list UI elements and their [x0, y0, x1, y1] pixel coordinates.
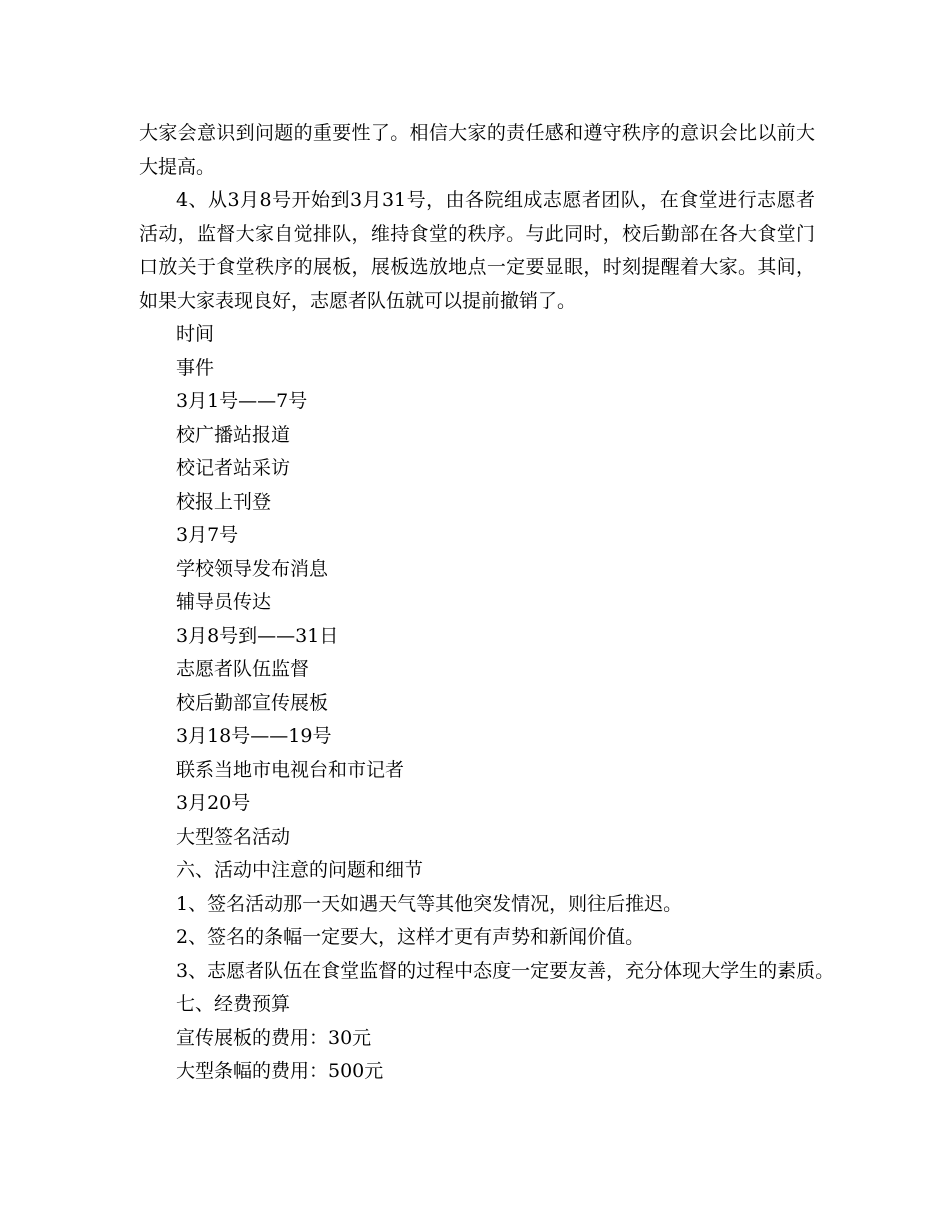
list-item: 宣传展板的费用：30元	[176, 1026, 372, 1049]
schedule-entry: 校广播站报道	[176, 423, 291, 446]
list-item: 大型条幅的费用：500元	[176, 1060, 384, 1082]
schedule-entry: 志愿者队伍监督	[176, 658, 310, 680]
paragraph-item-4: 4、从3月8号开始到3月31号，由各院组成志愿者团队，在食堂进行志愿者活动，监督大家自觉排队，维持食堂的秩序。与此同时，校后勤部在各大食堂门口放关于食堂秩序的展板，展板选放地点一定要显眼，时刻提醒着大家。其间，如果大家表现良好，志愿者队伍就可以提前撤销了。	[139, 189, 815, 312]
section-six	[139, 854, 835, 988]
schedule-table	[139, 318, 815, 854]
document-body	[139, 117, 835, 1089]
list-item: 2、签名的条幅一定要大，这样才更有声势和新闻价值。	[176, 926, 645, 948]
section-heading: 六、活动中注意的问题和细节	[176, 859, 424, 881]
schedule-entry: 联系当地市电视台和市记者	[176, 758, 405, 781]
list-item: 3、志愿者队伍在食堂监督的过程中态度一定要友善，充分体现大学生的素质。	[176, 959, 835, 982]
paragraph-continuation: 大家会意识到问题的重要性了。相信大家的责任感和遵守秩序的意识会比以前大大提高。	[139, 122, 815, 178]
schedule-entry: 校记者站采访	[176, 457, 291, 479]
schedule-entry: 辅导员传达	[176, 591, 272, 613]
schedule-entry: 学校领导发布消息	[176, 557, 329, 580]
schedule-entry: 3月8号到——31日	[176, 624, 339, 647]
schedule-header-event: 事件	[176, 356, 215, 379]
schedule-entry: 校后勤部宣传展板	[176, 691, 329, 714]
schedule-header-time: 时间	[176, 323, 215, 345]
schedule-entry: 3月1号——7号	[176, 390, 308, 412]
schedule-entry: 校报上刊登	[176, 490, 272, 513]
section-seven	[139, 988, 815, 1089]
schedule-entry: 大型签名活动	[176, 825, 291, 848]
schedule-entry: 3月18号——19号	[176, 725, 332, 747]
schedule-entry: 3月20号	[176, 792, 251, 814]
list-item: 1、签名活动那一天如遇天气等其他突发情况，则往后推迟。	[176, 892, 683, 915]
schedule-entry: 3月7号	[176, 524, 239, 546]
section-heading: 七、经费预算	[176, 993, 291, 1015]
